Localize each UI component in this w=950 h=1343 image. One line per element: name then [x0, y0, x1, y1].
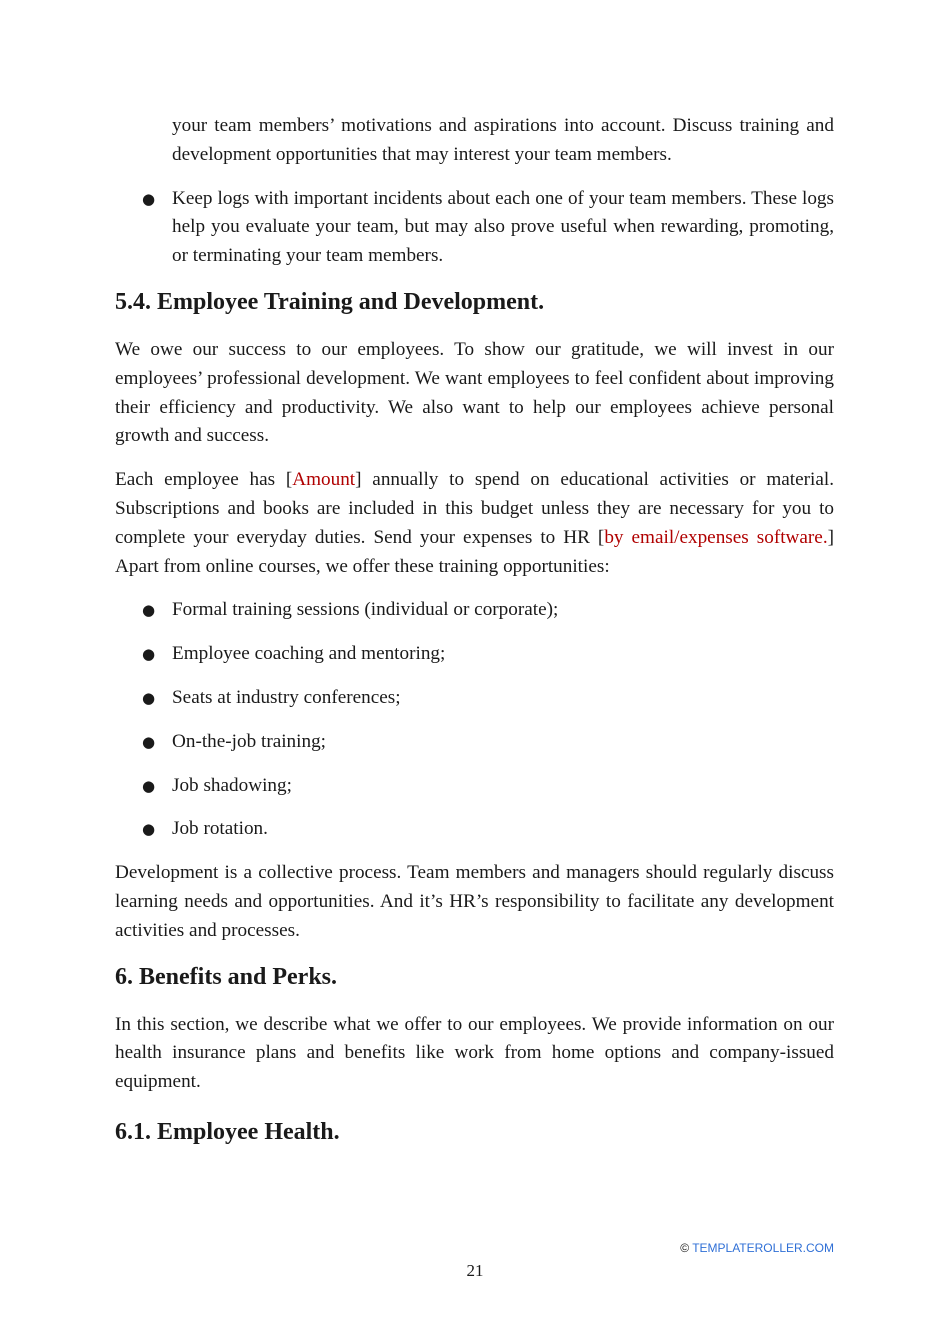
- bullet-icon: ●: [142, 645, 156, 664]
- list-item: ● On-the-job training;: [115, 728, 834, 757]
- amount-placeholder: Amount: [292, 469, 356, 491]
- intro-bullet-list: [115, 185, 834, 271]
- bullet-icon: ●: [142, 601, 156, 620]
- list-item: ● Seats at industry conferences;: [115, 684, 834, 713]
- intro-continuation: your team members’ motivations and aspirations into account. Discuss training and development opportunities that may interest your team members.: [172, 115, 834, 165]
- bullet-icon: ●: [142, 189, 156, 208]
- heading-6-1: 6.1. Employee Health.: [115, 1118, 340, 1145]
- footer-brand: [680, 1241, 834, 1255]
- page-number: 21: [466, 1261, 484, 1280]
- list-item: ● Formal training sessions (individual or corporate);: [115, 596, 834, 625]
- paragraph-training-intro: We owe our success to our employees. To show our gratitude, we will invest in our employees’ professional development. We want employees to feel confident about improving their efficiency and productivity. We also want to help our employees achieve personal growth and success.: [115, 338, 834, 447]
- list-item: [115, 185, 834, 271]
- bullet-icon: ●: [142, 820, 156, 839]
- list-item: ● Job rotation.: [115, 815, 834, 844]
- opportunities-list: [115, 596, 834, 844]
- expense-method-placeholder: by email/expenses software.: [604, 526, 828, 548]
- heading-5-4: 5.4. Employee Training and Development.: [115, 288, 545, 315]
- paragraph-benefits: In this section, we describe what we offer to our employees. We provide information on our health insurance plans and benefits like work from home options and company-issued equipment.: [115, 1013, 834, 1093]
- paragraph-budget: Each employee has [Amount] annually to spend on educational activities or material. Subscriptions and books are included in this budget unless they are necessary for you to complete your everyday duties. Send your expenses to HR [by email/expenses software.] Apart from online courses, we offer these training opportunities:: [115, 469, 835, 577]
- brand-link[interactable]: TEMPLATEROLLER.COM: [692, 1241, 834, 1255]
- bullet-icon: ●: [142, 776, 156, 795]
- document-page: [115, 112, 834, 1147]
- copyright-symbol: ©: [680, 1241, 690, 1255]
- bullet-icon: ●: [142, 688, 156, 707]
- heading-6: 6. Benefits and Perks.: [115, 963, 337, 990]
- list-item: ● Employee coaching and mentoring;: [115, 640, 834, 669]
- paragraph-development: Development is a collective process. Team members and managers should regularly discuss learning needs and opportunities. And it’s HR’s responsibility to facilitate any development activities and processes.: [115, 862, 834, 941]
- list-item: ● Job shadowing;: [115, 772, 834, 801]
- bullet-icon: ●: [142, 732, 156, 751]
- list-item-text: Keep logs with important incidents about each one of your team members. These logs help you evaluate your team, but may also prove useful when rewarding, promoting, or terminating your team members.: [172, 187, 834, 267]
